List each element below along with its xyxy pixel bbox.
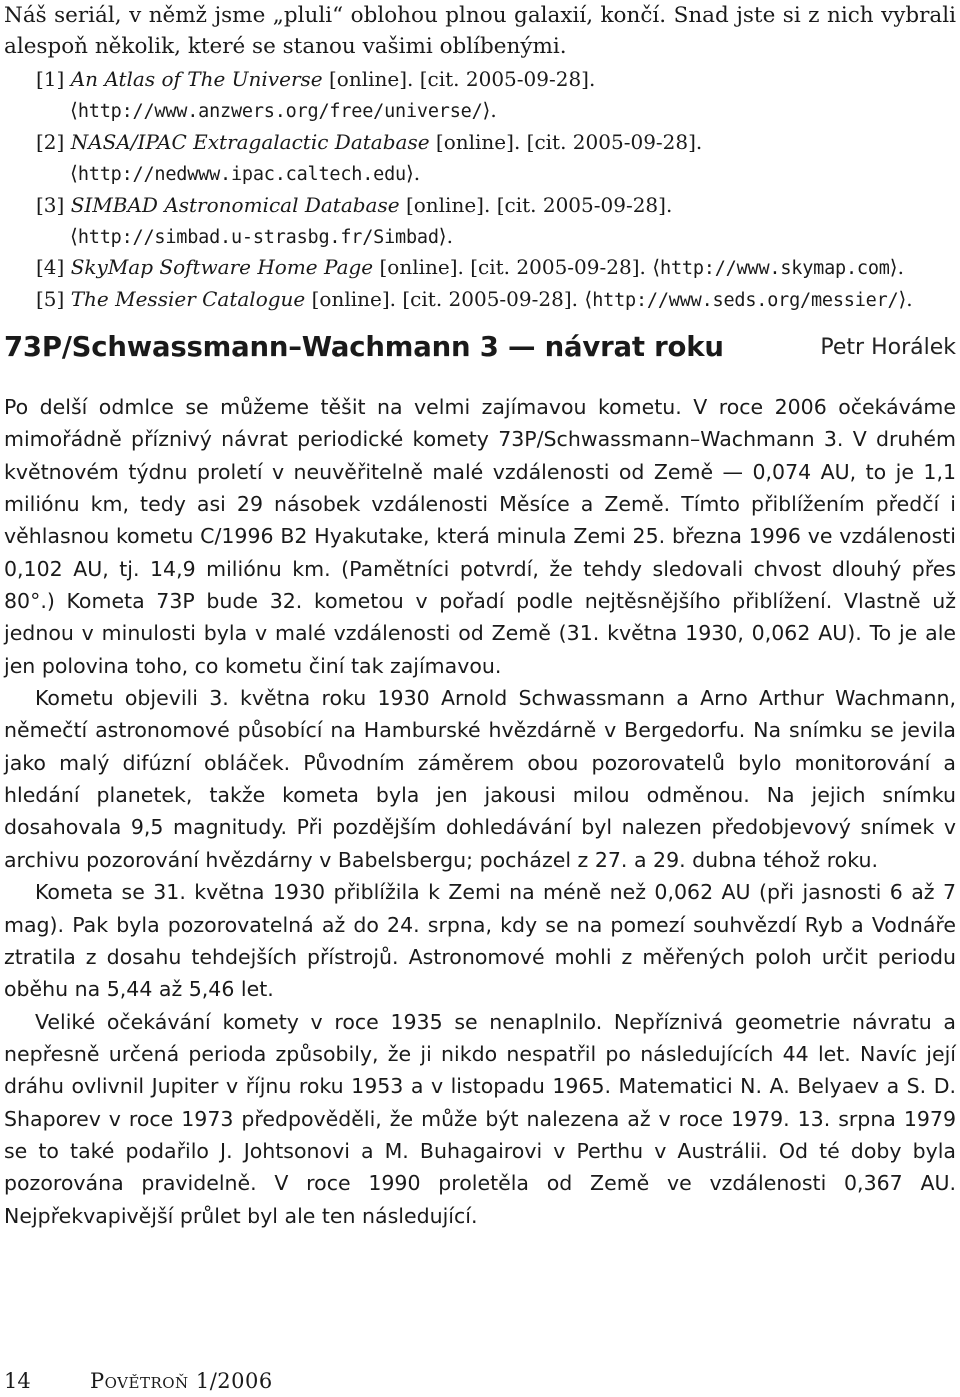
reference-number: [4] — [36, 255, 65, 280]
reference-number: [3] — [36, 192, 65, 217]
reference-item: [4] SkyMap Software Home Page [online]. [cit. 2005-09-28]. ⟨http://www.skymap.com⟩. — [36, 255, 904, 280]
reference-title: SkyMap Software Home Page — [70, 255, 374, 280]
intro-paragraph: Náš seriál, v němž jsme „pluli“ oblohou plnou galaxií, končí. Snad jste si z nich vybrali alespoň několik, které se stanou vašimi oblíbenými. — [4, 3, 956, 59]
reference-number: [1] — [36, 67, 65, 91]
article-heading — [4, 327, 956, 371]
reference-number: [5] — [36, 286, 65, 311]
article-paragraph: Po delší odmlce se můžeme těšit na velmi zajímavou kometu. V roce 2006 očekáváme mimořádně příznivý návrat periodické komety 73P/Schwassmann–Wachmann 3. V druhém květnovém týdnu proletí v neuvěřitelně malé vzdálenosti od Země — 0,074 AU, to je 1,1 miliónu km, tedy asi 29 násobek vzdálenosti Měsíce a Země. Tímto přiblížením předčí i věhlasnou kometu C/1996 B2 Hyakutake, která minula Zemi 25. března 1996 ve vzdálenosti 0,102 AU, tj. 14,9 miliónu km. (Pamětníci potvrdí, že tehdy sledovali chvost dlouhý přes 80°.) Kometa 73P bude 32. kometou v pořadí podle nejtěsnějšího přiblížení. Vlastně už jednou v minulosti byla v malé vzdálenosti od Země (31. května 1930, 0,062 AU). To je ale jen polovina toho, co kometu činí tak zajímavou. — [4, 395, 956, 678]
reference-url-link[interactable]: http://www.seds.org/messier/ — [592, 289, 899, 311]
reference-title: NASA/IPAC Extragalactic Database — [70, 129, 430, 154]
reference-meta: [online]. [cit. 2005-09-28]. — [435, 129, 703, 154]
reference-url-link[interactable]: http://www.anzwers.org/free/universe/ — [77, 101, 483, 123]
article-paragraph: Veliké očekávání komety v roce 1935 se nenaplnilo. Nepříznivá geometrie návratu a nepřesně určená perioda způsobily, že ji nikdo nespatřil po následujících 44 let. Navíc její dráhu ovlivnil Jupiter v říjnu roku 1953 a v listopadu 1965. Matematici N. A. Belyaev a S. D. Shaporev v roce 1973 předpověděli, že může být nalezena až v roce 1979. 13. srpna 1979 se to také podařilo J. Johtsonovi a M. Buhagairovi v Perthu v Austrálii. Od té doby byla pozorována pravidelně. V roce 1990 proletěla od Země ve vzdálenosti 0,367 AU. Nejpřekvapivější průlet byl ale ten následující. — [4, 1009, 956, 1228]
reference-url-link[interactable]: http://www.skymap.com — [660, 258, 890, 280]
article-author: Petr Horálek — [820, 335, 956, 360]
reference-url-line: ⟨http://nedwww.ipac.caltech.edu⟩. — [70, 161, 421, 186]
journal-name: Povětroň 1/2006 — [90, 1369, 273, 1393]
reference-item: [5] The Messier Catalogue [online]. [cit. 2005-09-28]. ⟨http://www.seds.org/messier/⟩. — [36, 286, 913, 311]
reference-item — [36, 127, 956, 158]
page-footer — [4, 1366, 956, 1396]
reference-meta: [online]. [cit. 2005-09-28]. — [328, 67, 596, 91]
reference-url-line: ⟨http://simbad.u-strasbg.fr/Simbad⟩. — [70, 223, 453, 248]
reference-meta: [online]. [cit. 2005-09-28]. — [311, 286, 579, 311]
reference-title: An Atlas of The Universe — [70, 67, 323, 91]
article-body — [4, 391, 956, 1232]
reference-url-link[interactable]: http://nedwww.ipac.caltech.edu — [77, 164, 406, 186]
reference-item — [36, 190, 956, 221]
page-number: 14 — [4, 1369, 31, 1393]
article-title: 73P/Schwassmann–Wachmann 3 — návrat roku — [4, 331, 724, 363]
reference-title: SIMBAD Astronomical Database — [70, 192, 400, 217]
article-paragraph: Kometu objevili 3. května roku 1930 Arnold Schwassmann a Arno Arthur Wachmann, němečtí astronomové působící na Hamburské hvězdárně v Bergedorfu. Na snímku se jevila jako malý difúzní obláček. Původním záměrem obou pozorovatelů bylo monitorování a hledání planetek, takže kometa byla jen jakousi milou odměnou. Na jejich snímku dosahovala 9,5 magnitudy. Při pozdějším dohledávání byl nalezen předobjevový snímek v archivu pozorování hvězdárny v Babelsbergu; pocházel z 27. a 29. dubna téhož roku. — [4, 686, 956, 872]
reference-meta: [online]. [cit. 2005-09-28]. — [379, 255, 646, 280]
reference-meta: [online]. [cit. 2005-09-28]. — [405, 192, 673, 217]
reference-number: [2] — [36, 129, 65, 154]
reference-url-line: ⟨http://www.anzwers.org/free/universe/⟩. — [70, 98, 497, 123]
reference-item — [36, 64, 956, 95]
reference-url-link[interactable]: http://simbad.u-strasbg.fr/Simbad — [77, 226, 439, 248]
article-paragraph: Kometa se 31. května 1930 přiblížila k Zemi na méně než 0,062 AU (při jasnosti 6 až 7 mag). Pak byla pozorovatelná až do 24. srpna, kdy se na pomezí souhvězdí Ryb a Vodnáře ztratila z dosahu tehdejších přístrojů. Astronomové mohli z měřených poloh určit periodu oběhu na 5,44 až 5,46 let. — [4, 880, 956, 1002]
reference-title: The Messier Catalogue — [70, 286, 306, 311]
reference-list — [36, 64, 956, 315]
